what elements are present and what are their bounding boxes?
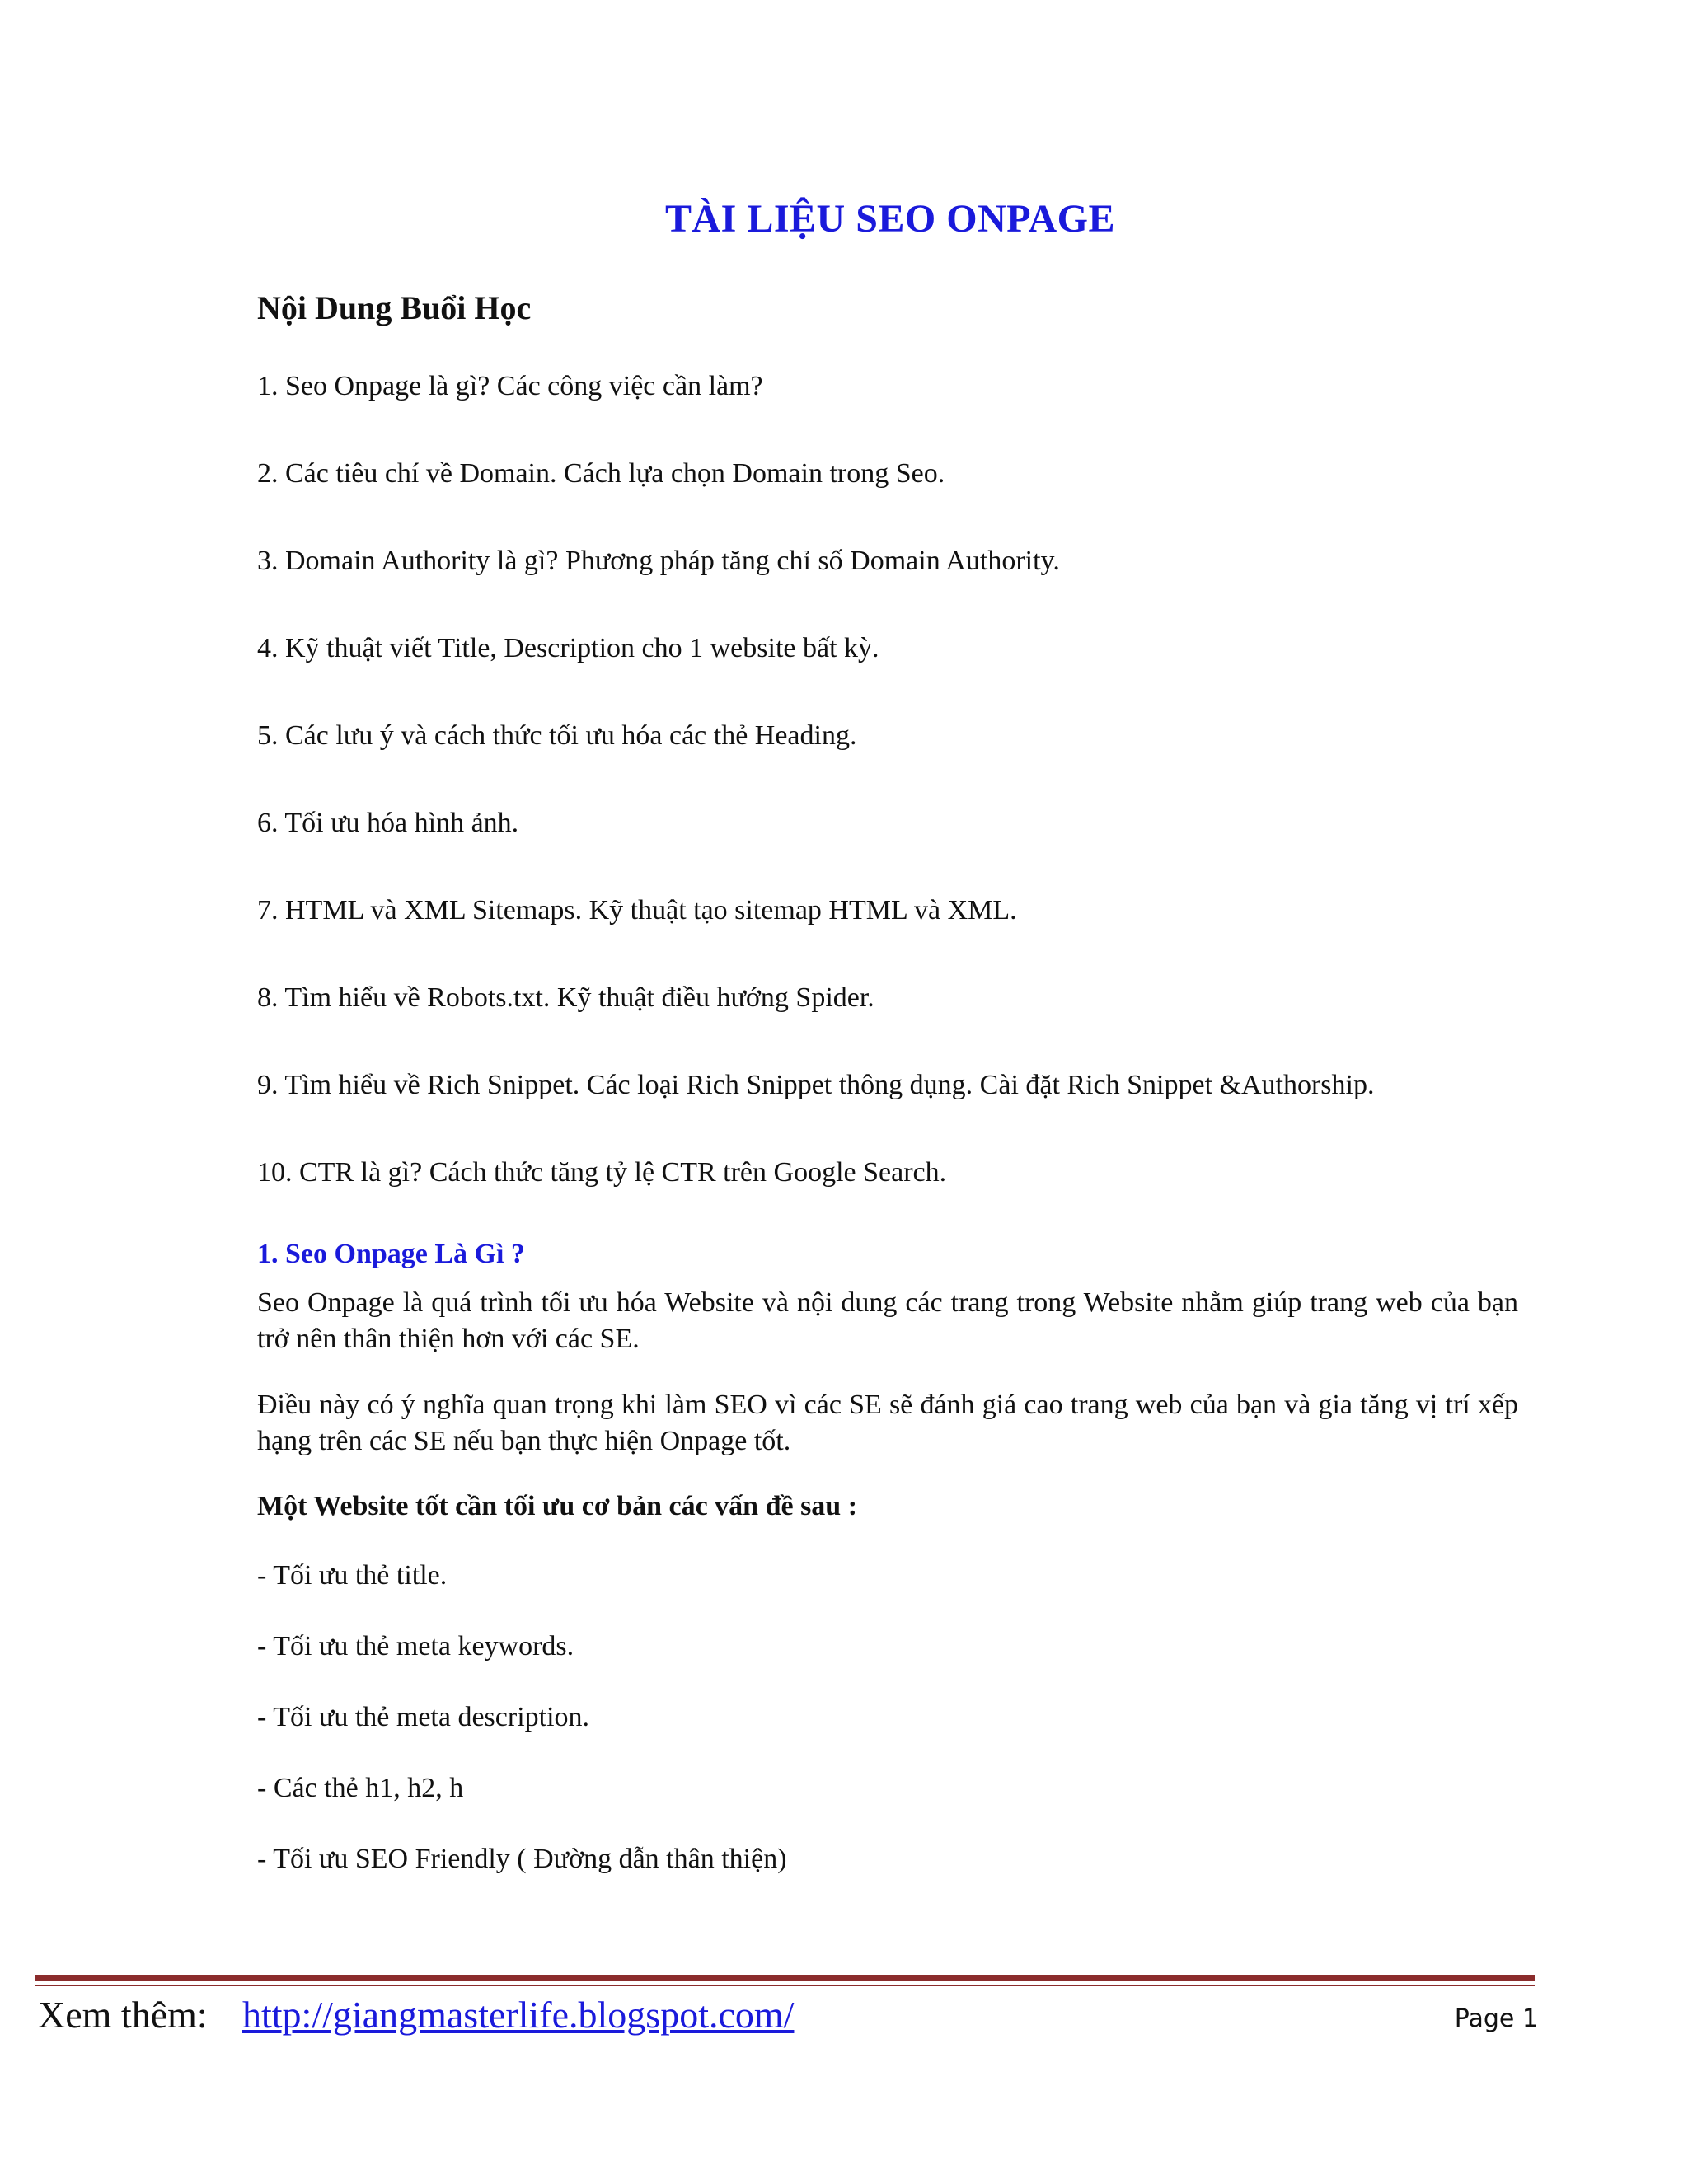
list-item: - Tối ưu SEO Friendly ( Đường dẫn thân thiện) [257, 1844, 787, 1874]
toc-item: 8. Tìm hiểu về Robots.txt. Kỹ thuật điều hướng Spider. [257, 982, 874, 1013]
toc-item: 5. Các lưu ý và cách thức tối ưu hóa các thẻ Heading. [257, 720, 857, 751]
optimization-list [257, 1558, 1518, 1877]
footer-divider [35, 1975, 1535, 1981]
toc-item: 3. Domain Authority là gì? Phương pháp tăng chỉ số Domain Authority. [257, 546, 1060, 576]
page-number: Page 1 [1454, 2004, 1538, 2033]
toc-item: 6. Tối ưu hóa hình ảnh. [257, 808, 519, 838]
toc-item: 9. Tìm hiểu về Rich Snippet. Các loại Rich Snippet thông dụng. Cài đặt Rich Snippet &Authorship. [257, 1070, 1375, 1100]
section-heading: 1. Seo Onpage Là Gì ? [257, 1239, 525, 1269]
document-title: TÀI LIỆU SEO ONPAGE [664, 197, 1116, 241]
list-item: - Tối ưu thẻ title. [257, 1560, 448, 1591]
blog-link[interactable]: http://giangmasterlife.blogspot.com/ [242, 1994, 795, 2036]
page-footer [38, 1993, 1538, 2050]
list-heading: Một Website tốt cần tối ưu cơ bản các vấn đề sau : [257, 1491, 858, 1521]
list-item: - Tối ưu thẻ meta keywords. [257, 1631, 574, 1661]
toc-item: 2. Các tiêu chí về Domain. Cách lựa chọn Domain trong Seo. [257, 458, 945, 489]
section-paragraph: Seo Onpage là quá trình tối ưu hóa Website và nội dung các trang trong Website nhằm giúp trang web của bạn trở nên thân thiện hơn với các SE. [257, 1287, 1518, 1354]
list-item: - Tối ưu thẻ meta description. [257, 1702, 590, 1732]
toc-item: 4. Kỹ thuật viết Title, Description cho 1 website bất kỳ. [257, 633, 879, 663]
toc-item: 1. Seo Onpage là gì? Các công việc cần làm? [257, 371, 763, 401]
toc-item: 7. HTML và XML Sitemaps. Kỹ thuật tạo sitemap HTML và XML. [257, 895, 1017, 926]
section-paragraph: Điều này có ý nghĩa quan trọng khi làm SEO vì các SE sẽ đánh giá cao trang web của bạn và gia tăng vị trí xếp hạng trên các SE nếu bạn thực hiện Onpage tốt. [257, 1390, 1518, 1456]
document-body [257, 288, 1518, 1913]
toc-item: 10. CTR là gì? Cách thức tăng tỷ lệ CTR trên Google Search. [257, 1157, 947, 1188]
footer-label: Xem thêm: [38, 1994, 208, 2036]
list-item: - Các thẻ h1, h2, h [257, 1773, 464, 1803]
footer-divider-thin [35, 1985, 1535, 1986]
table-of-contents [257, 370, 1518, 1189]
lesson-contents-heading: Nội Dung Buổi Học [257, 289, 532, 326]
